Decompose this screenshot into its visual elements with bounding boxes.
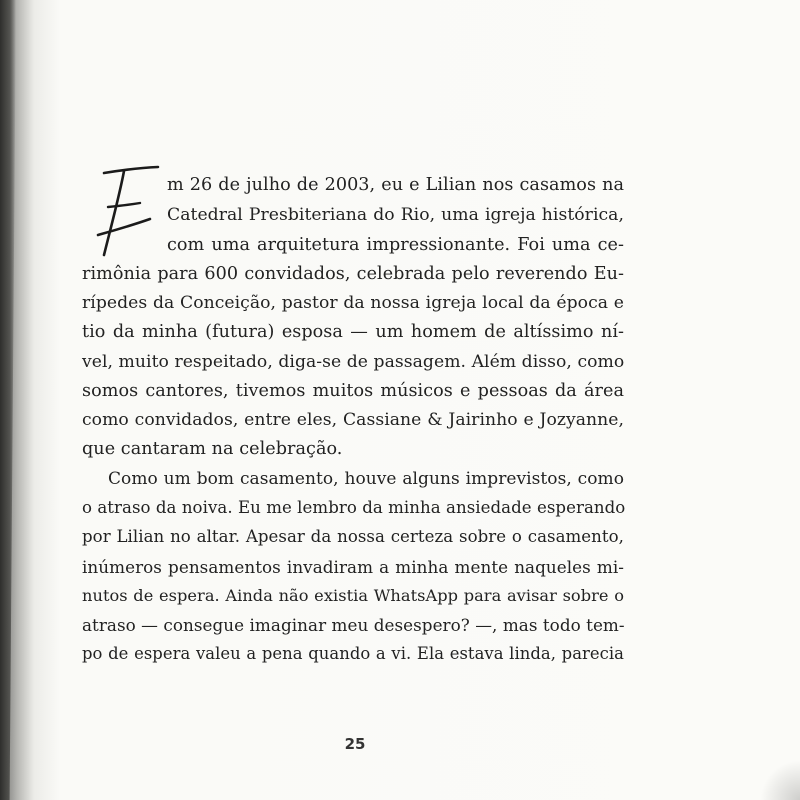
paragraph-line: po de espera valeu a pena quando a vi. Ela estava linda, parecia bbox=[82, 644, 624, 663]
paragraph-line: inúmeros pensamentos invadiram a minha mente naqueles mi- bbox=[82, 557, 624, 577]
paragraph-line: rípedes da Conceição, pastor da nossa igreja local da época e bbox=[82, 293, 624, 313]
paragraph-line: m 26 de julho de 2003, eu e Lilian nos casamos na bbox=[167, 175, 624, 195]
page-number: 25 bbox=[344, 735, 366, 753]
paragraph-line: como convidados, entre eles, Cassiane & Jairinho e Jozyanne, bbox=[82, 410, 624, 430]
paragraph-line: tio da minha (futura) esposa — um homem de altíssimo ní- bbox=[82, 322, 624, 342]
paragraph-line: Como um bom casamento, houve alguns imprevistos, como bbox=[108, 469, 624, 489]
paragraph-line: rimônia para 600 convidados, celebrada pelo reverendo Eu- bbox=[82, 264, 624, 284]
paragraph-line: atraso — consegue imaginar meu desespero? —, mas todo tem- bbox=[82, 615, 625, 635]
paragraph-line: vel, muito respeitado, diga-se de passagem. Além disso, como bbox=[82, 352, 625, 372]
paragraph-line: nutos de espera. Ainda não existia WhatsApp para avisar sobre o bbox=[82, 586, 624, 605]
book-spine-shadow bbox=[0, 0, 16, 800]
paragraph-line: Catedral Presbiteriana do Rio, uma igreja histórica, bbox=[167, 205, 624, 225]
paragraph-line: o atraso da noiva. Eu me lembro da minha ansiedade esperando bbox=[82, 498, 626, 517]
page-corner-shadow bbox=[760, 760, 800, 800]
paragraph-line: que cantaram na celebração. bbox=[82, 439, 343, 459]
paragraph-line: somos cantores, tivemos muitos músicos e pessoas da área bbox=[82, 381, 624, 401]
drop-cap-letter bbox=[82, 163, 162, 263]
paragraph-line: com uma arquitetura impressionante. Foi uma ce- bbox=[167, 235, 624, 255]
paragraph-line: por Lilian no altar. Apesar da nossa certeza sobre o casamento, bbox=[82, 527, 624, 546]
